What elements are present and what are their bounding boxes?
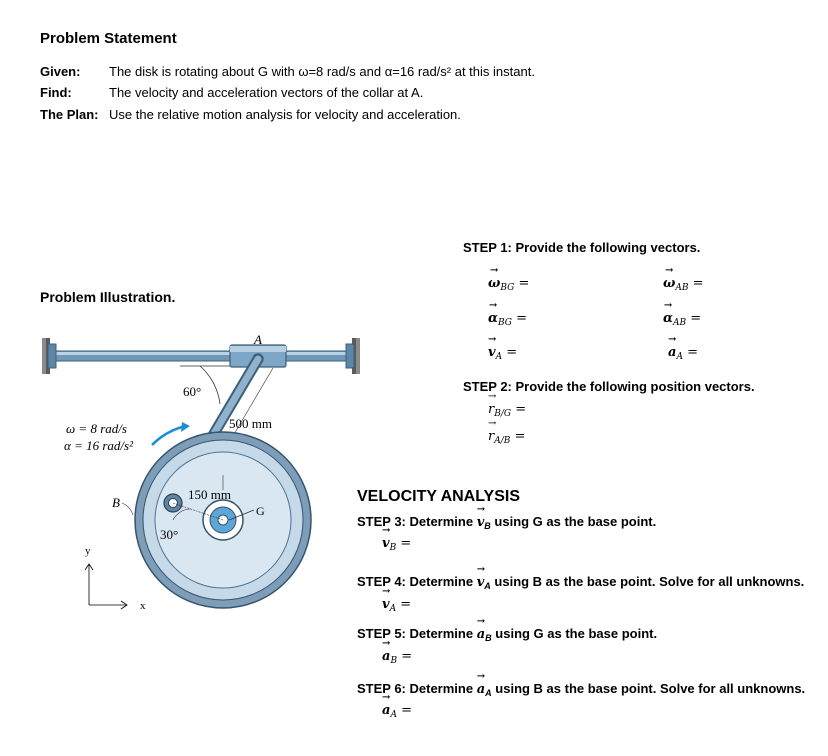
label-a: A [254, 332, 262, 347]
label-g: G [256, 504, 265, 518]
r-bg-eq: → $r_{B/G}$ = [488, 402, 526, 419]
step3-heading: STEP 3: Determine → $v_B$ using G as the base point. [357, 514, 656, 531]
coordinate-axes-icon [85, 564, 127, 609]
label-150mm: 150 mm [188, 487, 231, 502]
label-axis-x: x [140, 600, 146, 612]
mechanism-illustration [30, 320, 360, 620]
r-ab-eq: → $r_{A/B}$ = [488, 429, 525, 446]
find-text: The velocity and acceleration vectors of the collar at A. [109, 85, 424, 100]
v-a-solve-eq: → $v_A$ = [382, 597, 411, 614]
omega-bg-eq: → $\omega_{BG}$ = [488, 276, 529, 293]
label-angle-60: 60° [183, 384, 202, 399]
plan-text: Use the relative motion analysis for velocity and acceleration. [109, 107, 461, 122]
a-a-solve-eq: → $a_A$ = [382, 703, 412, 720]
velocity-analysis-heading: VELOCITY ANALYSIS [357, 488, 520, 505]
alpha-ab-eq: → $\alpha_{AB}$ = [663, 311, 701, 328]
v-b-eq: → $v_B$ = [382, 536, 411, 553]
rotation-arrow-icon [152, 427, 182, 445]
problem-title: Problem Statement [40, 30, 177, 47]
v-a-eq: → $v_A$ = [488, 345, 517, 362]
given-text: The disk is rotating about G with ω=8 rad/s and α=16 rad/s² at this instant. [109, 64, 535, 79]
label-axis-y: y [85, 545, 91, 557]
label-omega: ω = 8 rad/s [66, 421, 127, 436]
given-label: Given: [40, 64, 81, 79]
a-b-eq: → $a_B$ = [382, 649, 412, 666]
step5-heading: STEP 5: Determine → $a_B$ using G as the base point. [357, 626, 657, 643]
a-a-eq: → $a_A$ = [668, 345, 698, 362]
step1-heading: STEP 1: Provide the following vectors. [463, 240, 701, 255]
alpha-bg-eq: → $\alpha_{BG}$ = [488, 311, 527, 328]
angle-60-arc [200, 366, 220, 404]
step2-heading: STEP 2: Provide the following position vectors. [463, 379, 755, 394]
label-b: B [112, 495, 120, 510]
label-alpha: α = 16 rad/s² [64, 438, 133, 453]
label-angle-30: 30° [160, 527, 179, 542]
illustration-title: Problem Illustration. [40, 289, 176, 305]
find-label: Find: [40, 85, 72, 100]
step6-heading: STEP 6: Determine → $a_A$ using B as the base point. Solve for all unknowns. [357, 681, 805, 698]
label-500mm: 500 mm [229, 416, 272, 431]
omega-ab-eq: → $\omega_{AB}$ = [663, 276, 704, 293]
plan-label: The Plan: [40, 107, 99, 122]
step4-heading: STEP 4: Determine → $v_A$ using B as the base point. Solve for all unknowns. [357, 574, 804, 591]
